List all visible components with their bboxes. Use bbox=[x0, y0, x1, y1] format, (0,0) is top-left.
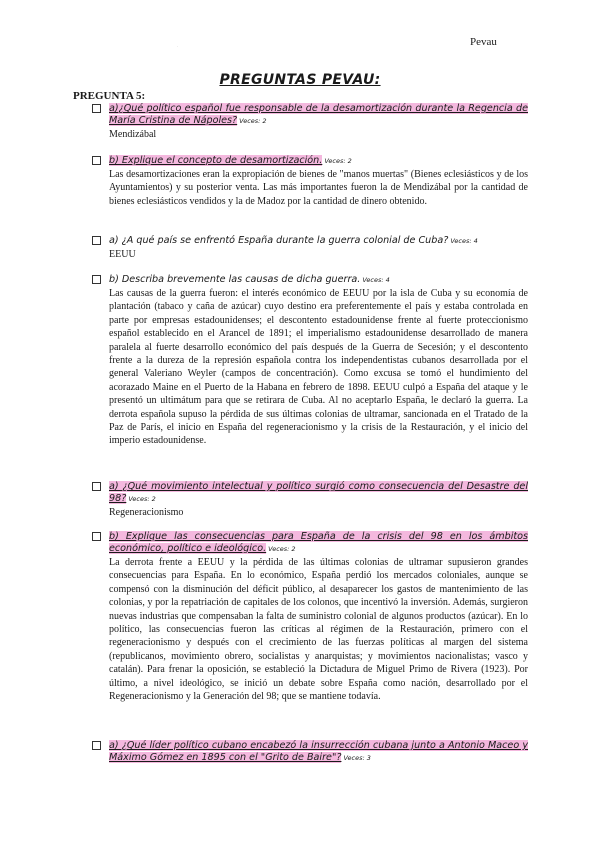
header-label: Pevau bbox=[470, 36, 497, 48]
question-text: b) Explique las consecuencias para España de la crisis del 98 en los ámbitos económico, político e ideológico. bbox=[109, 531, 528, 554]
question-4 bbox=[92, 274, 528, 448]
answer-text: EEUU bbox=[109, 249, 136, 260]
checkbox[interactable] bbox=[92, 104, 101, 113]
checkbox[interactable] bbox=[92, 532, 101, 541]
checkbox[interactable] bbox=[92, 482, 101, 491]
question-6 bbox=[92, 531, 528, 703]
question-7 bbox=[92, 740, 528, 764]
veces-label: Veces: 2 bbox=[128, 495, 156, 503]
answer-text: La derrota frente a EEUU y la pérdida de las últimas colonias de ultramar supusieron grandes consecuencias para España. En lo económico, España perdió los mercados coloniales, aunque se compensó con la disminución del déficit público, al desaparecer los gastos de mantenimiento de las colonias, y por la repatriación de capitales de los colonos, que incentivó la inversión. Además, surgieron nuevas industrias que compensaban la falta de suministro colonial de algunos productos (azúcar). En lo político, las consecuencias fueron las críticas al régimen de la Restauración, primero con el regeneracionismo y después con el crecimiento de las fuerzas políticas al margen del sistema (republicanos, movimiento obrero, socialistas y anarquistas; y movimientos nacionalistas; vasco y catalán). Para frenar la oposición, se estableció la Dictadura de Miguel Primo de Rivera (1923). Por último, a nivel ideológico, se inició un debate sobre España como nación, desarrollado por el Regeneracionismo y la Generación del 98; que se mantiene todavía. bbox=[109, 557, 528, 703]
checkbox[interactable] bbox=[92, 236, 101, 245]
answer-text: Regeneracionismo bbox=[109, 507, 184, 518]
veces-label: Veces: 2 bbox=[239, 117, 267, 125]
answer-text: Las causas de la guerra fueron: el interés económico de EEUU por la isla de Cuba y su economía de plantación (tabaco y caña de azúcar) cuyo destino era preferentemente el país y estaba controlada en parte por empresas estadounidenses; el descontento estadounidense frente al fuerte proteccionismo español establecido en el Arancel de 1891; el imperialismo estadounidense desarrollado de manera paralela al fuerte desarrollo económico del país después de la Guerra de Secesión; y el descontento frente a la dureza de la represión española contra los independentistas cubanos desarrollada por el general Valeriano Weyler (campos de concentración). Como excusa se tomó el hundimiento del acorazado Maine en el Puerto de la Habana en febrero de 1898. EEUU culpó a España del ataque y le presentó un ultimátum para que se retirara de Cuba. Al no aceptarlo España, le declaró la guerra. La derrota española supuso la pérdida de sus últimas colonias de ultramar, sancionada en el Tratado de la Paz de París, el inicio en España del regeneracionismo y la crisis de la Restauración, y el inicio del imperio estadounidense. bbox=[109, 288, 528, 447]
checkbox[interactable] bbox=[92, 741, 101, 750]
question-text: b) Explique el concepto de desamortización. bbox=[109, 155, 323, 166]
veces-label: Veces: 3 bbox=[343, 754, 371, 762]
checkbox[interactable] bbox=[92, 275, 101, 284]
question-3 bbox=[92, 235, 528, 261]
question-2 bbox=[92, 155, 528, 208]
veces-label: Veces: 4 bbox=[362, 276, 390, 284]
veces-label: Veces: 2 bbox=[268, 545, 296, 553]
question-1 bbox=[92, 103, 528, 141]
question-text: a)¿Qué político español fue responsable de la desamortización durante la Regencia de María Cristina de Nápoles? bbox=[109, 103, 528, 126]
checkbox[interactable] bbox=[92, 156, 101, 165]
question-text: a) ¿Qué movimiento intelectual y político surgió como consecuencia del Desastre del 98? bbox=[109, 481, 528, 504]
tiny-mark: · bbox=[177, 44, 179, 49]
answer-text: Las desamortizaciones eran la expropiación de bienes de "manos muertas" (Bienes eclesiásticos y de los Ayuntamientos) y su posterior venta. Las más importantes fueron la de Mendizábal por la cantidad de bienes eclesiásticos vendidos y la de Madoz por la cantidad de dinero obtenido. bbox=[109, 169, 528, 207]
question-text: b) Describa brevemente las causas de dicha guerra. bbox=[109, 274, 361, 285]
section-label: PREGUNTA 5: bbox=[73, 90, 146, 102]
page-title: PREGUNTAS PEVAU: bbox=[219, 72, 381, 88]
veces-label: Veces: 2 bbox=[324, 157, 352, 165]
question-text: a) ¿Qué líder político cubano encabezó la insurrección cubana junto a Antonio Maceo y Máximo Gómez en 1895 con el "Grito de Baire"? bbox=[109, 740, 528, 763]
question-5 bbox=[92, 481, 528, 519]
veces-label: Veces: 4 bbox=[450, 237, 478, 245]
answer-text: Mendizábal bbox=[109, 129, 157, 140]
question-text: a) ¿A qué país se enfrentó España durante la guerra colonial de Cuba? bbox=[109, 235, 449, 246]
